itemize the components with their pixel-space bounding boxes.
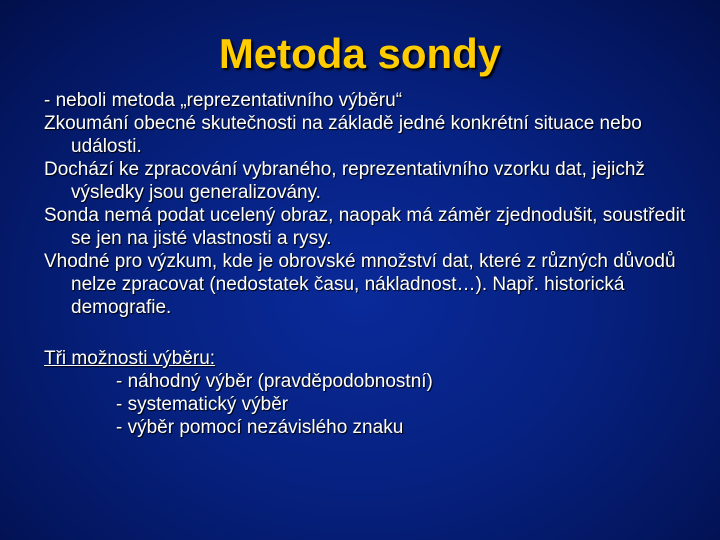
paragraph-processing: Dochází ke zpracování vybraného, reprezentativního vzorku dat, jejichž výsledky jsou generalizovány. [44,159,645,203]
option-systematic: - systematický výběr [116,394,289,415]
paragraph-purpose: Sonda nemá podat ucelený obraz, naopak má záměr zjednodušit, soustředit se jen na jisté vlastnosti a rysy. [44,205,686,249]
spacer [44,319,704,347]
option-independent-marker: - výběr pomocí nezávislého znaku [116,417,404,438]
option-random: - náhodný výběr (pravděpodobnostní) [116,371,433,392]
slide-body [44,89,704,439]
paragraph-subject: Zkoumání obecné skutečnosti na základě jedné konkrétní situace nebo události. [44,113,642,157]
paragraph-definition: - neboli metoda „reprezentativního výběru“ [44,90,403,111]
slide-title: Metoda sondy [218,30,502,77]
options-heading: Tři možnosti výběru: [44,348,216,369]
paragraph-usage: Vhodné pro výzkum, kde je obrovské množství dat, které z různých důvodů nelze zpracovat (nedostatek času, nákladnost…). Např. historická demografie. [44,251,676,318]
